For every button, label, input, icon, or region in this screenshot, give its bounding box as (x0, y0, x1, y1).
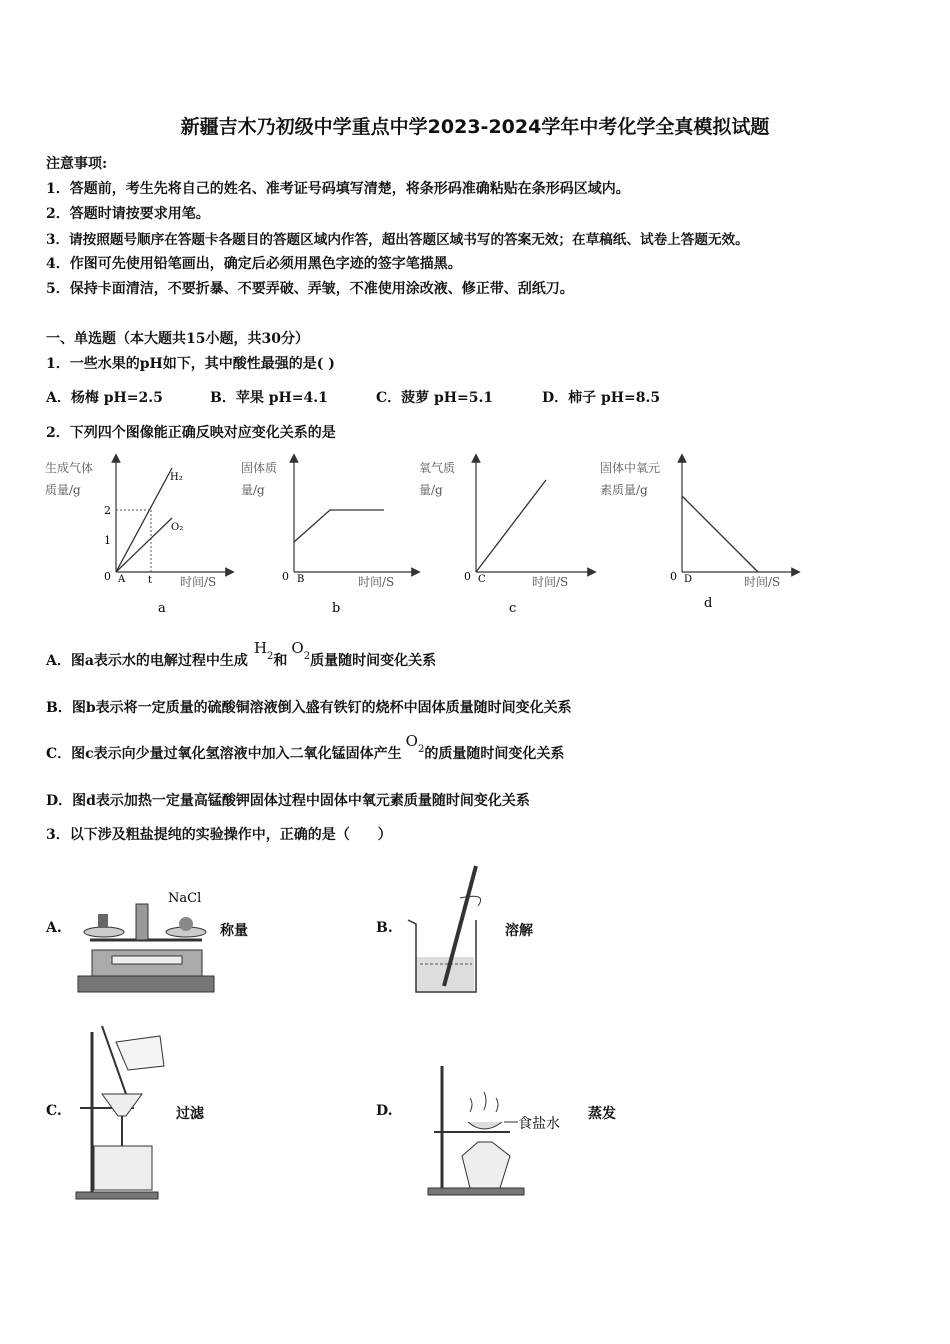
notice-item: 2．答题时请按要求用笔。 (46, 206, 210, 222)
q2-option-c: C．图c表示向少量过氧化氢溶液中加入二氧化锰固体产生$O^2$的质量随时间变化关系 (46, 732, 565, 762)
q3-option-b-label: 溶解 (505, 923, 533, 939)
graph-b-ylabel: 量/g (241, 483, 265, 497)
q3-option-b-letter: B. (376, 920, 393, 936)
graph-b-xlabel: 时间/S (358, 575, 395, 589)
graph-b-caption: b (332, 601, 341, 616)
graph-a-t: t (148, 575, 153, 586)
graph-c (414, 450, 604, 620)
page-title: 新疆吉木乃初级中学重点中学2023-2024学年中考化学全真模拟试题 (180, 116, 770, 138)
q1-option-a: A．杨梅 pH=2.5 (46, 390, 163, 406)
q1-option-c: C．菠萝 pH=5.1 (376, 390, 494, 406)
graph-c-point: C (478, 574, 486, 585)
graph-c-caption: c (509, 601, 517, 616)
brine-label: 食盐水 (518, 1116, 560, 1132)
graph-b-origin: 0 (282, 570, 289, 583)
notice-heading: 注意事项: (46, 156, 108, 172)
graph-a (40, 450, 240, 620)
graph-a-origin: 0 (104, 570, 111, 583)
graph-a-tick: 1 (104, 534, 111, 547)
graph-b (236, 450, 426, 620)
graph-b-ylabel: 固体质 (241, 461, 278, 475)
q1-stem: 1．一些水果的pH如下，其中酸性最强的是( ) (46, 356, 335, 372)
q3-option-d-letter: D. (376, 1103, 393, 1119)
q3-option-c-letter: C. (46, 1103, 62, 1119)
graph-a-o2-label: O₂ (171, 522, 184, 533)
q1-option-b: B．苹果 pH=4.1 (210, 390, 328, 406)
notice-item: 1．答题前，考生先将自己的姓名、准考证号码填写清楚，将条形码准确粘贴在条形码区域内。 (46, 181, 630, 197)
q2-stem: 2．下列四个图像能正确反映对应变化关系的是 (46, 425, 336, 441)
graph-a-ylabel: 质量/g (45, 483, 81, 497)
graph-a-caption: a (158, 601, 166, 616)
q3-stem: 3．以下涉及粗盐提纯的实验操作中，正确的是（ ） (46, 827, 392, 843)
graph-c-ylabel: 量/g (419, 483, 443, 497)
notice-item: 5．保持卡面清洁，不要折暴、不要弄破、弄皱，不准使用涂改液、修正带、刮纸刀。 (46, 281, 574, 297)
q2-option-a: A．图a表示水的电解过程中生成$H^2$和$O^2$质量随时间变化关系 (46, 639, 437, 669)
notice-item: 4．作图可先使用铅笔画出，确定后必须用黑色字迹的签字笔描黑。 (46, 256, 462, 272)
section-heading: 一、单选题（本大题共15小题，共30分） (46, 331, 309, 347)
graph-d-ylabel: 素质量/g (600, 483, 648, 497)
graph-c-xlabel: 时间/S (532, 575, 569, 589)
graph-a-point: A (118, 574, 126, 585)
graph-b-point: B (297, 574, 305, 585)
q3-option-a-letter: A. (46, 920, 62, 936)
evaporation-illustration (400, 1060, 580, 1200)
q2-option-d: D．图d表示加热一定量高锰酸钾固体过程中固体中氧元素质量随时间变化关系 (46, 793, 530, 809)
filtration-illustration (72, 1022, 172, 1204)
graph-d (596, 450, 806, 620)
graph-c-origin: 0 (464, 570, 471, 583)
graph-d-caption: d (704, 596, 713, 611)
graph-a-xlabel: 时间/S (180, 575, 217, 589)
q2-option-b: B．图b表示将一定质量的硫酸铜溶液倒入盛有铁钉的烧杯中固体质量随时间变化关系 (46, 700, 572, 716)
q3-option-a-label: 称量 (220, 923, 248, 939)
graph-a-tick: 2 (104, 504, 111, 517)
nacl-label: NaCl (168, 891, 202, 906)
q3-option-d-label: 蒸发 (588, 1106, 616, 1122)
graph-d-origin: 0 (670, 570, 677, 583)
graph-a-h2-label: H₂ (170, 472, 183, 483)
beaker-dissolve-illustration (400, 862, 500, 997)
graph-d-point: D (684, 574, 693, 585)
q1-option-d: D．柿子 pH=8.5 (542, 390, 661, 406)
graph-d-xlabel: 时间/S (744, 575, 781, 589)
graph-a-ylabel: 生成气体 (45, 461, 94, 475)
q3-option-c-label: 过滤 (176, 1106, 204, 1122)
notice-item: 3．请按照题号顺序在答题卡各题目的答题区域内作答，超出答题区域书写的答案无效；在草稿纸、试卷上答题无效。 (46, 232, 749, 248)
graph-c-ylabel: 氧气质 (419, 461, 456, 475)
balance-illustration (72, 880, 222, 1000)
graph-d-ylabel: 固体中氧元 (600, 461, 661, 475)
